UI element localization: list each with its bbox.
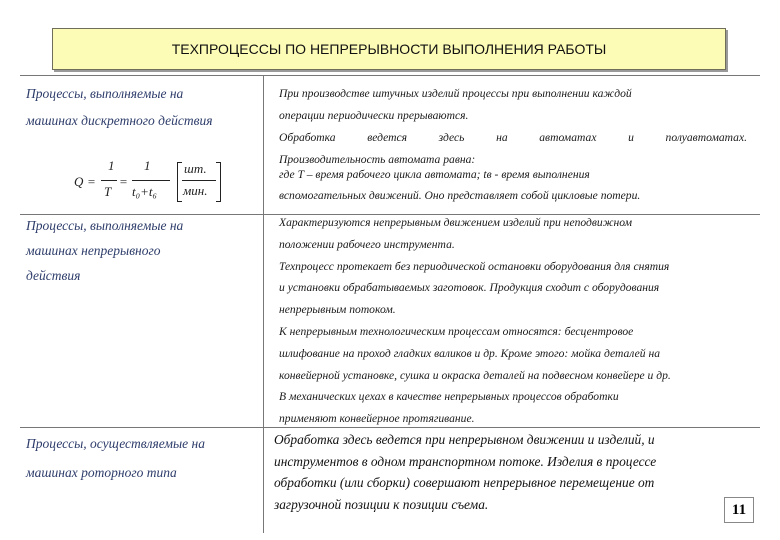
fraction-bar bbox=[132, 180, 170, 181]
row1-text-line: вспомогательных движений. Оно представляет собой цикловые потери. bbox=[279, 189, 641, 203]
page-number: 11 bbox=[731, 501, 747, 518]
formula-lhs: Q bbox=[74, 174, 84, 189]
productivity-formula bbox=[74, 158, 244, 208]
row2-left-cell bbox=[26, 213, 258, 288]
slide-title-text: ТЕХПРОЦЕССЫ ПО НЕПРЕРЫВНОСТИ ВЫПОЛНЕНИЯ РАБОТЫ bbox=[171, 41, 607, 57]
column-divider bbox=[263, 75, 264, 533]
row3-text-line: загрузочной позиции к позиции съема. bbox=[274, 496, 489, 512]
formula-numerator-1: 1 bbox=[108, 158, 115, 173]
formula-equals: = bbox=[87, 174, 96, 189]
row3-left-cell bbox=[26, 429, 258, 487]
row2-text-line: В механических цехах в качестве непрерывных процессов обработки bbox=[279, 390, 619, 404]
formula-denominator-1: T bbox=[104, 184, 112, 199]
unit-denominator: мин. bbox=[183, 183, 208, 198]
row1-text-line: Производительность автомата равна: bbox=[279, 153, 476, 167]
row3-left-line: машинах роторного типа bbox=[26, 465, 177, 480]
row1-left-line: машинах дискретного действия bbox=[26, 113, 213, 128]
row3-text-line: инструментов в одном транспортном потоке. Изделия в процессе bbox=[274, 453, 657, 469]
row2-text-line: положении рабочего инструмента. bbox=[279, 237, 455, 251]
formula-numerator-2: 1 bbox=[144, 158, 151, 173]
row2-text-line: конвейерной установке, сушка и окраска деталей на подвесном конвейере и др. bbox=[279, 368, 671, 382]
row2-right-cell bbox=[279, 212, 747, 430]
row2-left-line: Процессы, выполняемые на bbox=[26, 218, 184, 233]
row2-text-line: К непрерывным технологическим процессам относятся: бесцентровое bbox=[279, 324, 634, 338]
row3-text-line: обработки (или сборки) совершают непрерывное перемещение от bbox=[274, 475, 655, 491]
row1-right-cell bbox=[279, 83, 747, 207]
row-divider bbox=[20, 75, 760, 76]
row1-left-cell bbox=[26, 80, 258, 134]
row2-left-line: машинах непрерывного bbox=[26, 243, 161, 258]
row2-text-line: Характеризуются непрерывным движением изделий при неподвижном bbox=[279, 216, 633, 229]
row2-left-line: действия bbox=[26, 268, 81, 283]
row2-text-line: и установки обрабатываемых заготовок. Продукция сходит с оборудования bbox=[279, 281, 660, 295]
row2-text-line: непрерывным потоком. bbox=[279, 303, 396, 317]
row3-right-cell bbox=[274, 429, 748, 515]
row1-text-line: операции периодически прерываются. bbox=[279, 108, 469, 122]
fraction-bar bbox=[182, 180, 216, 181]
row1-left-line: Процессы, выполняемые на bbox=[26, 86, 184, 101]
row1-text-line: где T – время рабочего цикла автомата; tв - время выполнения bbox=[279, 168, 590, 182]
row2-text-line: Техпроцесс протекает без периодической остановки оборудования для снятия bbox=[279, 259, 670, 273]
row1-text-line: Обработка ведется здесь на автоматах и полуавтоматах. bbox=[279, 130, 747, 144]
page-number-badge bbox=[724, 497, 754, 523]
slide-title bbox=[52, 28, 726, 70]
formula-denominator-2: t₀+t₆ bbox=[132, 184, 158, 199]
left-bracket bbox=[177, 162, 182, 202]
row3-text-line: Обработка здесь ведется при непрерывном движении и изделий, и bbox=[274, 432, 655, 447]
unit-numerator: шт. bbox=[184, 161, 207, 176]
row3-left-line: Процессы, осуществляемые на bbox=[26, 436, 206, 451]
fraction-bar bbox=[101, 180, 117, 181]
row2-text-line: шлифование на проход гладких валиков и др. Кроме этого: мойка деталей на bbox=[279, 346, 661, 360]
row1-text-line: При производстве штучных изделий процессы при выполнении каждой bbox=[279, 87, 632, 100]
formula-equals: = bbox=[119, 174, 128, 189]
right-bracket bbox=[216, 162, 221, 202]
row2-text-line: применяют конвейерное протягивание. bbox=[279, 412, 475, 426]
